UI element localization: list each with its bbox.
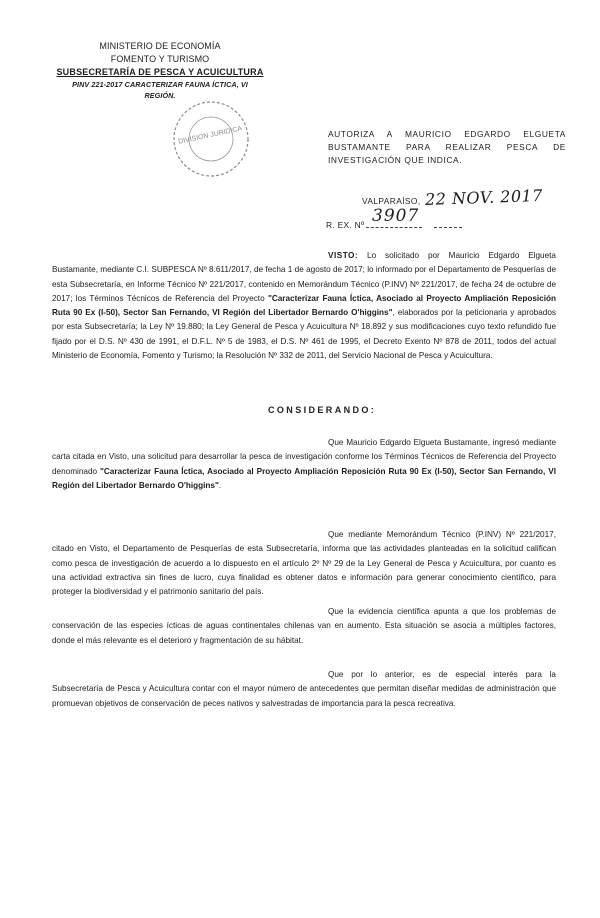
undersecretariat-name: SUBSECRETARÍA DE PESCA Y ACUICULTURA (56, 67, 264, 77)
considerando-4 (52, 668, 556, 711)
place-label: VALPARAÍSO, (362, 196, 421, 206)
considerando-1 (52, 436, 556, 493)
considerando-4-text: Que por lo anterior, es de especial interés para la Subsecretaría de Pesca y Acuicultura contar con el mayor número de antecedentes que permitan diseñar medidas de administración que promuevan objetivos de conservación de peces nativos y salvestradas de importancia para la pesca recreativa. (52, 670, 556, 708)
project-region: REGIÓN. (144, 91, 176, 100)
visto-section (52, 249, 556, 363)
visto-project-title: "Caracterizar Fauna Íctica, Asociado al Proyecto Ampliación Reposición Ruta 90 Ex (I-50), Sector San Fernando, VI Región del Libertador Bernardo O'higgins" (52, 293, 556, 318)
considerando-2 (52, 528, 556, 599)
considerando-3-text: Que la evidencia científica apunta a que los problemas de conservación de las especies ícticas de aguas continentales chilenas van en aumento. Esta situación se asocia a múltiples factores, donde el más relevante es el deterioro y fragmentación de su hábitat. (52, 607, 556, 645)
handwritten-date: 22 NOV. 2017 (424, 185, 544, 210)
project-code: PINV 221-2017 CARACTERIZAR FAUNA ÍCTICA, VI (72, 80, 248, 89)
visto-text-2: , elaborados por la peticionaria y aprobados por esta Subsecretaría; la Ley Nº 19.880; la Ley General de Pesca y Acuicultura Nº 18.892 y sus modificaciones cuyo texto refundido fue fijado por el D.S. Nº 430 de 1991, el D.F.L. Nº 5 de 1983, el D.S. Nº 461 de 1995, el Decreto Exento Nº 878 de 2011, todos del actual Ministerio de Economía, Fomento y Turismo; la Resolución Nº 332 de 2011, del Servicio Nacional de Pesca y Acuicultura. (52, 308, 556, 361)
considerando-1-end: . (218, 480, 222, 490)
considerando-1-project-title: "Caracterizar Fauna Íctica, Asociado al Proyecto Ampliación Reposición Ruta 90 Ex (I-50), Sector San Fernando, VI Región del Libertador Bernardo O'higgins" (52, 466, 557, 490)
resolution-number-line (326, 220, 462, 230)
considerando-heading: CONSIDERANDO: (268, 405, 377, 415)
considerando-1-text: Que Mauricio Edgardo Elgueta Bustamante, ingresó mediante carta citada en Visto, una solicitud para desarrollar la pesca de investigación conforme los Términos Técnicos de Referencia del Proyecto denominado (52, 438, 556, 476)
resolution-label: R. EX. Nº (326, 220, 365, 230)
division-stamp (170, 98, 252, 180)
considerando-3 (52, 605, 556, 648)
visto-text-1: Lo solicitado por Mauricio Edgardo Elgueta Bustamante, mediante C.I. SUBPESCA Nº 8.611/2017, de fecha 1 de agosto de 2017; lo informado por el Departamento de Pesquerías de esta Subsecretaría, en Informe Técnico Nº 221/2017, contenido en Memorándum Técnico (P.INV) Nº 221/2017, de fecha 24 de octubre de 2017; los Términos Técnicos de Referencia del Proyecto (52, 251, 556, 303)
ministry-name: MINISTERIO DE ECONOMÍA (99, 41, 221, 51)
stamp-text: DIVISION JURIDICA (177, 125, 243, 146)
resolution-number: 3907 (372, 206, 420, 226)
letterhead (44, 40, 276, 101)
ministry-subtitle: FOMENTO Y TURISMO (110, 54, 210, 64)
resolution-subject: AUTORIZA A MAURICIO EDGARDO ELGUETA BUSTAMANTE PARA REALIZAR PESCA DE INVESTIGACIÓN QUE INDICA. (328, 129, 566, 165)
visto-label: VISTO: (328, 251, 359, 260)
considerando-2-text: Que mediante Memorándum Técnico (P.INV) Nº 221/2017, citado en Visto, el Departamento de Pesquerías de esta Subsecretaría, informa que las actividades planteadas en la solicitud califican como pesca de investigación de acuerdo a lo dispuesto en el artículo 2º Nº 29 de la Ley General de Pesca y Acuicultura, por cuanto es una actividad extractiva sin fines de lucro, cuya finalidad es obtener datos e información para generar conocimiento científico, para proteger la biodiversidad y el patrimonio sanitario del país. (52, 530, 556, 597)
